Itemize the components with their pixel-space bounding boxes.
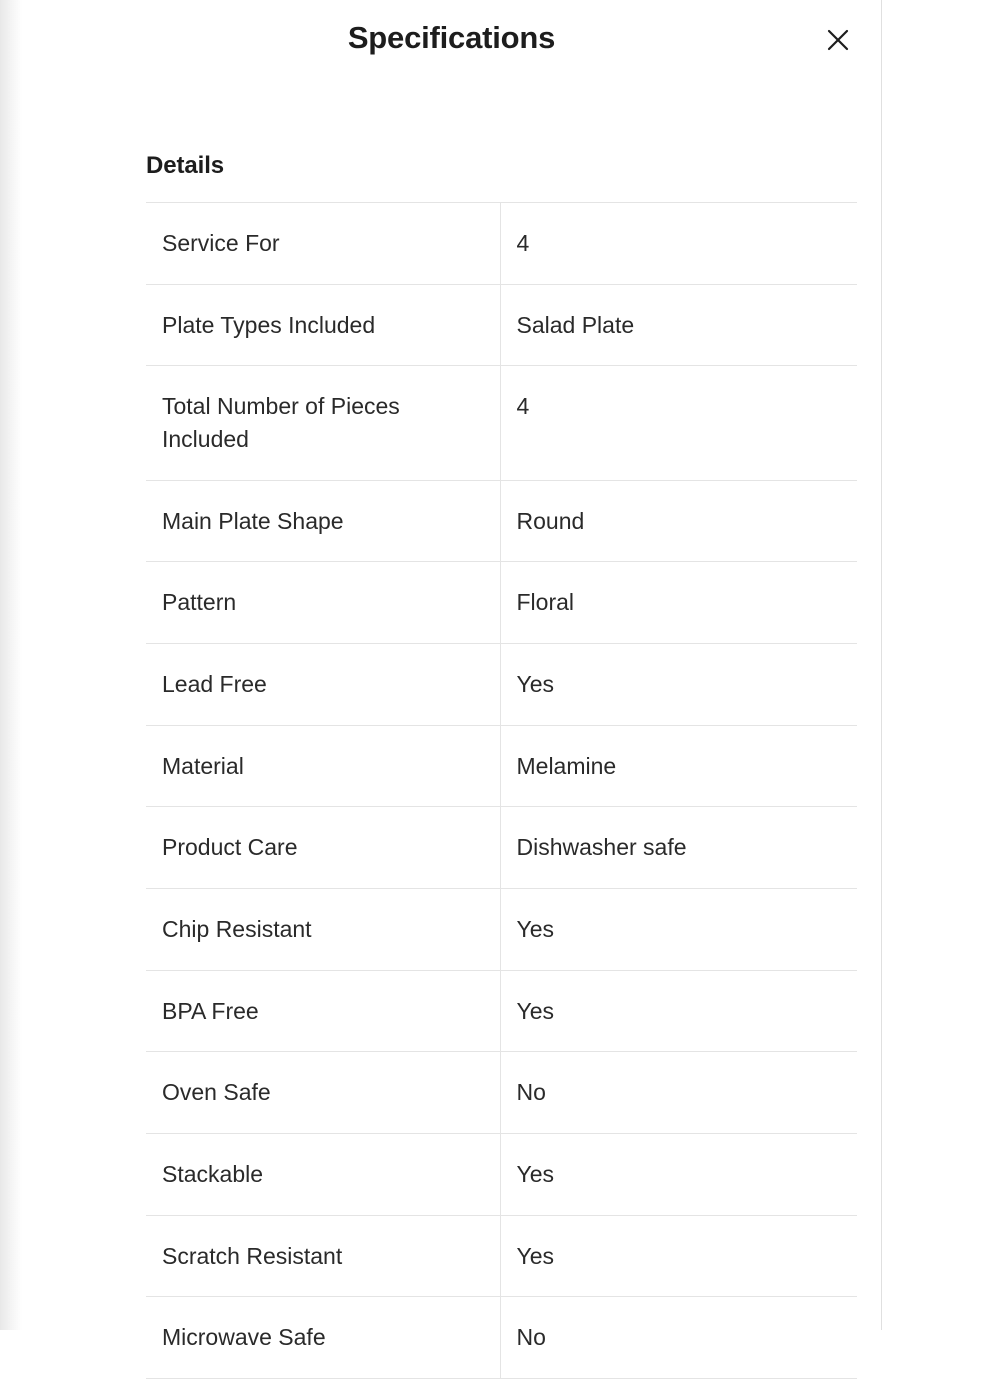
spec-value: Yes xyxy=(516,670,555,697)
table-row xyxy=(146,480,857,562)
page-title: Specifications xyxy=(347,20,556,55)
spec-label: BPA Free xyxy=(146,970,500,1052)
spec-value: Dishwasher safe xyxy=(516,834,687,861)
spec-value: Yes xyxy=(516,1160,555,1187)
spec-label: Service For xyxy=(146,203,500,285)
spec-value: Yes xyxy=(516,915,555,942)
table-row xyxy=(146,1215,857,1297)
spec-label: Scratch Resistant xyxy=(146,1215,500,1297)
spec-value: Yes xyxy=(516,1242,555,1269)
close-icon xyxy=(825,27,851,56)
specifications-table xyxy=(146,202,857,1379)
spec-label: Pattern xyxy=(146,562,500,644)
table-row xyxy=(146,1297,857,1379)
spec-label: Lead Free xyxy=(146,643,500,725)
spec-value: Yes xyxy=(516,997,555,1024)
spec-label: Chip Resistant xyxy=(146,888,500,970)
spec-label: Microwave Safe xyxy=(146,1297,500,1379)
table-row xyxy=(146,725,857,807)
table-row xyxy=(146,807,857,889)
spec-label: Total Number of Pieces Included xyxy=(146,366,500,480)
spec-value: 4 xyxy=(516,393,530,420)
spec-value: Round xyxy=(516,507,585,534)
spec-label: Product Care xyxy=(146,807,500,889)
table-row xyxy=(146,1052,857,1134)
table-row xyxy=(146,1133,857,1215)
details-heading: Details xyxy=(146,152,225,179)
spec-label: Plate Types Included xyxy=(146,284,500,366)
table-row xyxy=(146,888,857,970)
spec-value: Melamine xyxy=(516,752,617,779)
modal-header xyxy=(22,0,881,80)
spec-value: No xyxy=(516,1079,546,1106)
page-gutter-left xyxy=(0,0,22,1330)
table-row xyxy=(146,643,857,725)
spec-label: Material xyxy=(146,725,500,807)
specifications-modal xyxy=(22,0,881,1351)
spec-label: Main Plate Shape xyxy=(146,480,500,562)
spec-value: No xyxy=(516,1324,546,1351)
spec-value: Floral xyxy=(516,589,575,616)
modal-content xyxy=(22,152,881,1379)
table-row xyxy=(146,970,857,1052)
spec-value: Salad Plate xyxy=(516,311,635,338)
spec-label: Stackable xyxy=(146,1133,500,1215)
table-row xyxy=(146,366,857,480)
spec-label: Oven Safe xyxy=(146,1052,500,1134)
spec-value: 4 xyxy=(516,230,530,256)
specifications-table-body xyxy=(146,203,857,1379)
page-gutter-right xyxy=(882,0,1000,1330)
table-row xyxy=(146,284,857,366)
close-button[interactable] xyxy=(819,22,857,60)
table-row xyxy=(146,562,857,644)
table-row xyxy=(146,203,857,285)
